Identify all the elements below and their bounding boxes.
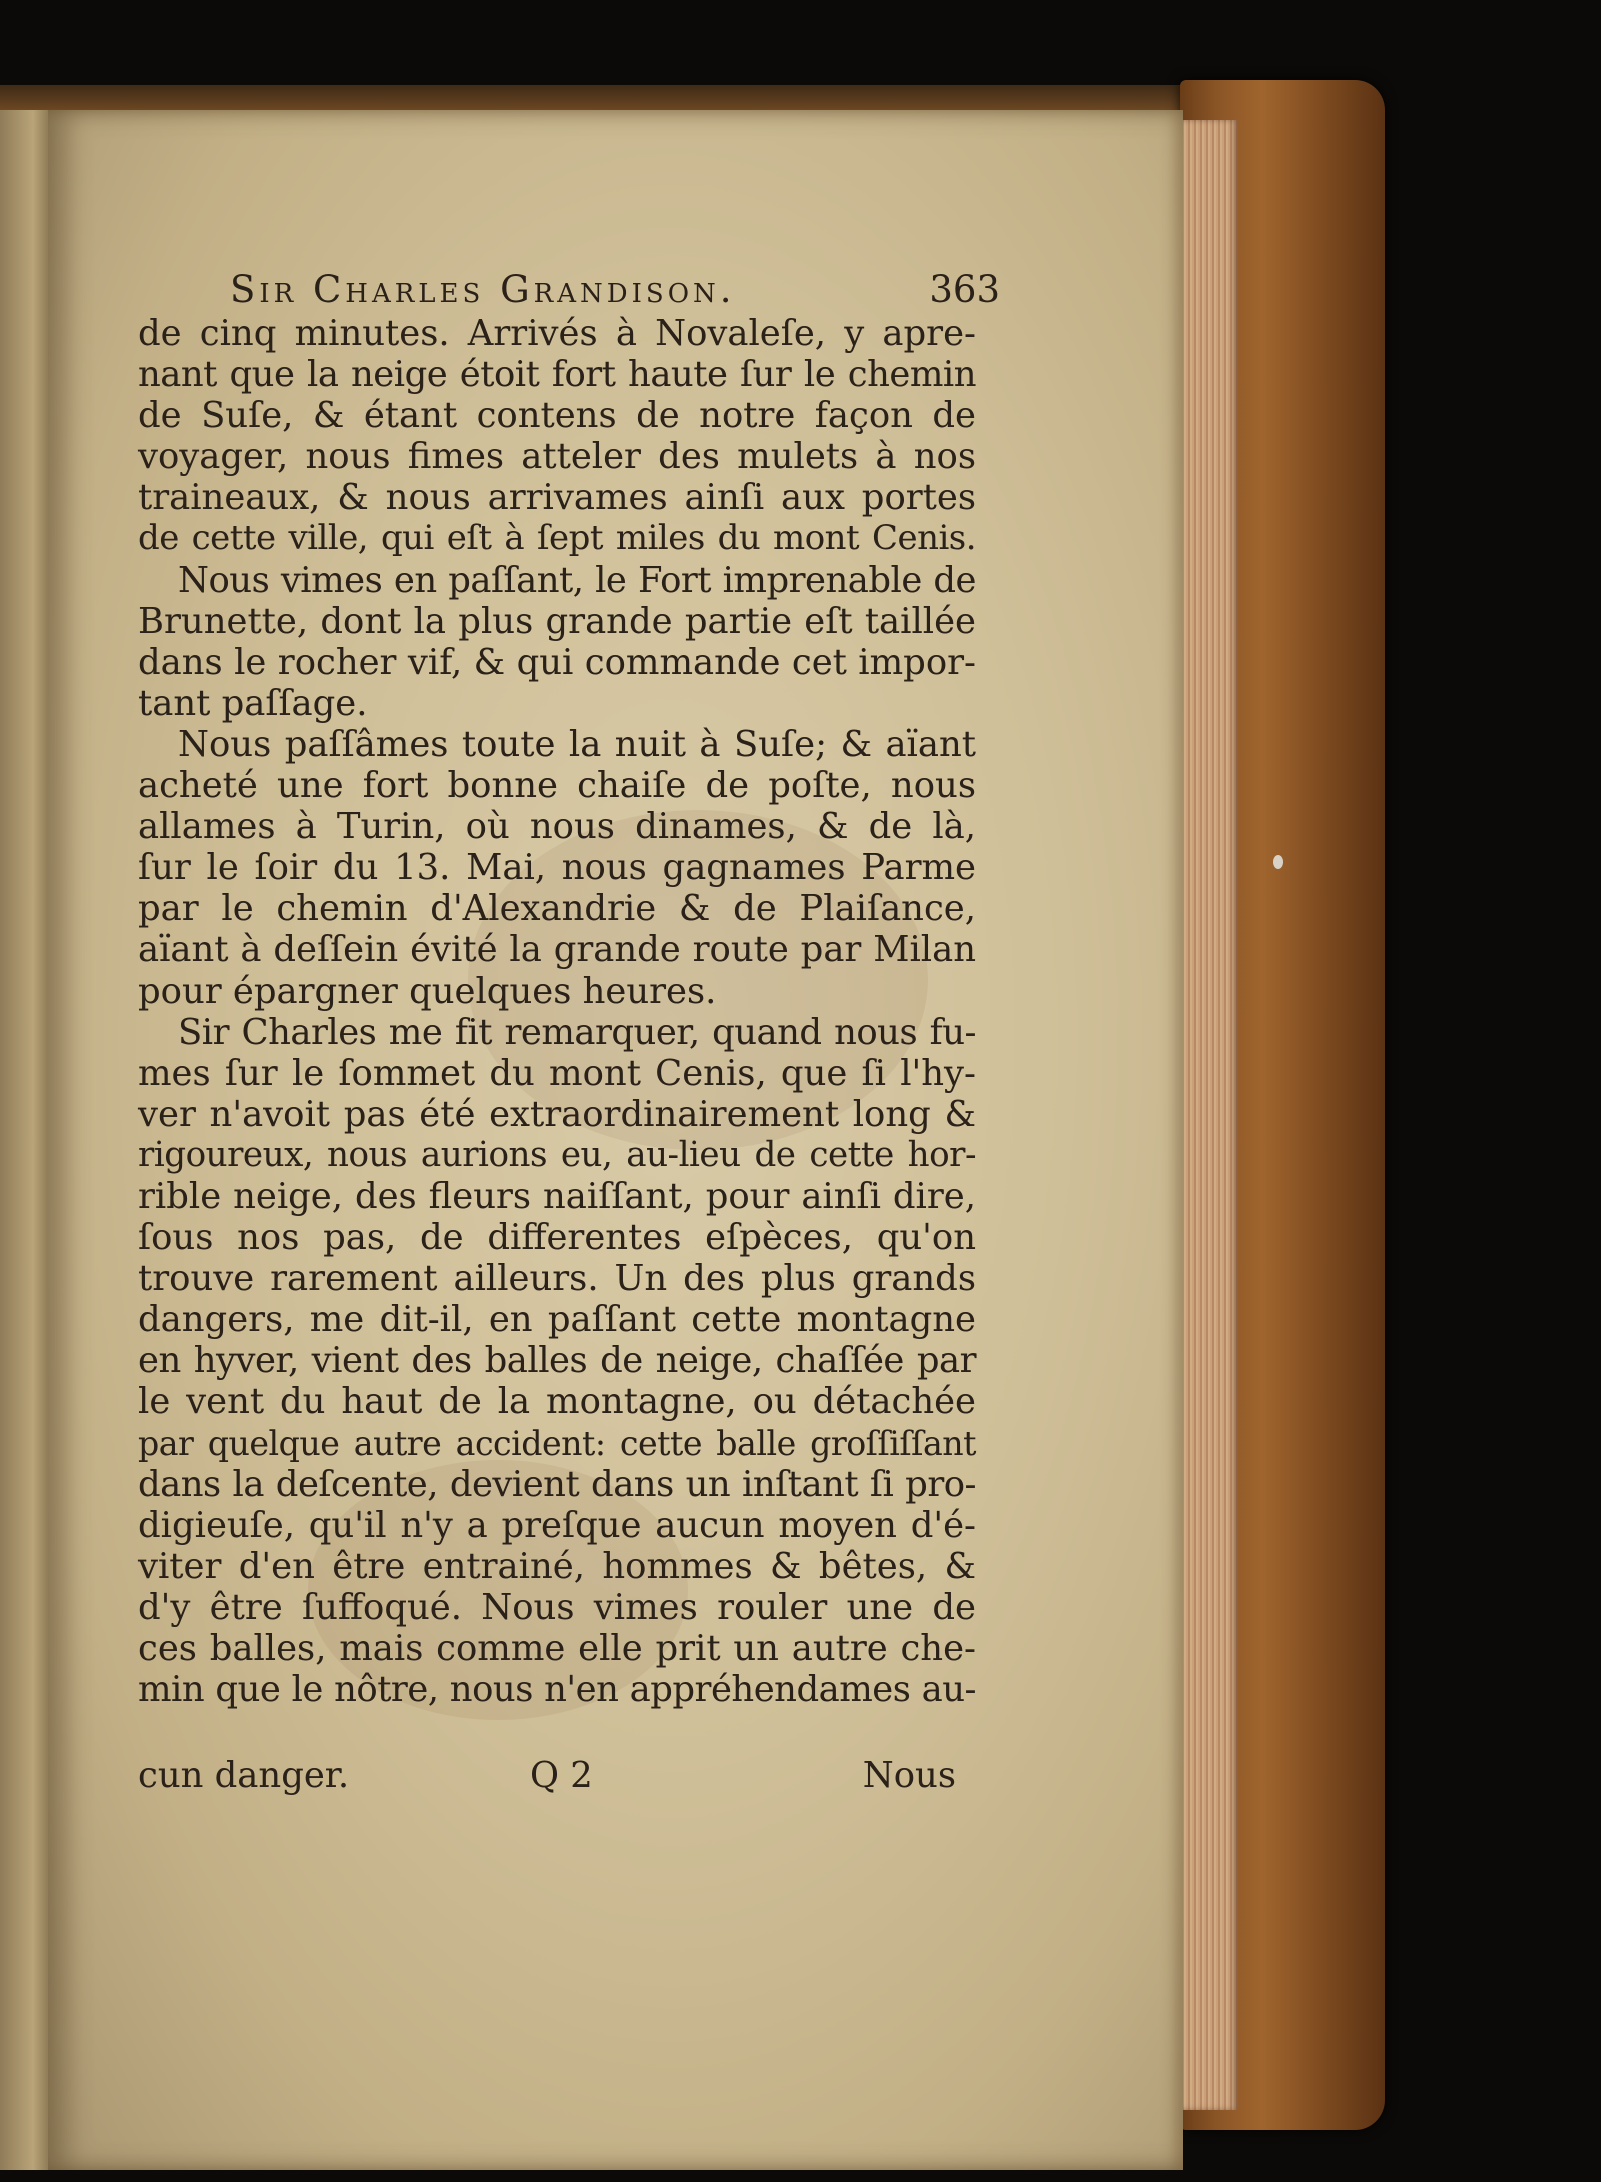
text-line: min que le nôtre, nous n'en appréhendames au-: [138, 1669, 976, 1711]
text-line: digieuſe, qu'il n'y a preſque aucun moyen d'é-: [138, 1504, 976, 1546]
text-line: viter d'en être entrainé, hommes & bêtes, &: [138, 1545, 976, 1587]
text-line: ver n'avoit pas été extraordinairement long &: [138, 1093, 976, 1135]
text-line: mes ſur le ſommet du mont Cenis, que ſi l'hy-: [138, 1052, 976, 1094]
facing-page-sliver: [0, 110, 55, 2170]
text-line: dans la deſcente, devient dans un inſtant ſi pro-: [138, 1463, 976, 1505]
text-line: traineaux, & nous arrivames ainſi aux portes: [138, 477, 976, 519]
text-line: ſur le ſoir du 13. Mai, nous gagnames Parme: [138, 847, 976, 889]
text-line: dangers, me dit-il, en paſſant cette montagne: [138, 1299, 976, 1341]
text-line: aïant à deſſein évité la grande route par Milan: [138, 929, 976, 971]
text-line: acheté une fort bonne chaiſe de poſte, nous: [138, 765, 976, 807]
text-line: voyager, nous fimes atteler des mulets à nos: [138, 436, 976, 478]
text-line: par quelque autre accident: cette balle groſſiſſant: [138, 1423, 976, 1463]
text-line: rible neige, des fleurs naiſſant, pour ainſi dire,: [138, 1175, 976, 1217]
running-head-title: Sir Charles Grandison.: [230, 268, 736, 311]
text-line: ſous nos pas, de differentes eſpèces, qu'on: [138, 1217, 976, 1259]
signature-mark: Q 2: [530, 1755, 593, 1796]
text-line: Brunette, dont la plus grande partie eſt taillée: [138, 600, 976, 642]
speck: [1273, 855, 1283, 869]
text-line: rigoureux, nous aurions eu, au-lieu de cette hor-: [138, 1134, 976, 1175]
running-head: [230, 268, 1000, 318]
text-line: ces balles, mais comme elle prit un autre che-: [138, 1628, 976, 1669]
page-footer: [138, 1755, 956, 1799]
text-line: nant que la neige étoit fort haute ſur le chemin: [138, 354, 976, 396]
text-line: de cette ville, qui eſt à ſept miles du mont Cenis.: [138, 518, 976, 559]
text-line: Sir Charles me fit remarquer, quand nous fu-: [178, 1011, 976, 1053]
page-block-edge: [1180, 120, 1238, 2110]
text-line: tant paſſage.: [138, 682, 368, 724]
text-line: d'y être ſuffoqué. Nous vimes rouler une de: [138, 1586, 976, 1628]
text-line: Nous paſſâmes toute la nuit à Suſe; & aïant: [178, 723, 976, 765]
text-line: pour épargner quelques heures.: [138, 970, 717, 1012]
text-line: allames à Turin, où nous dinames, & de là,: [138, 806, 976, 848]
text-line: par le chemin d'Alexandrie & de Plaiſance,: [138, 888, 976, 930]
text-line: en hyver, vient des balles de neige, chaſſée par: [138, 1340, 976, 1382]
page-number: 363: [929, 268, 1000, 311]
text-line: Nous vimes en paſſant, le Fort imprenable de: [178, 559, 976, 601]
text-lines: [138, 313, 976, 1710]
text-line: le vent du haut de la montagne, ou détachée: [138, 1381, 976, 1423]
last-line-fragment: cun danger.: [138, 1755, 350, 1796]
text-line: de Suſe, & étant contens de notre façon de: [138, 395, 976, 437]
catchword: Nous: [862, 1755, 956, 1796]
text-line: de cinq minutes. Arrivés à Novaleſe, y apre-: [138, 313, 976, 354]
text-line: dans le rocher vif, & qui commande cet impor-: [138, 641, 976, 683]
text-line: trouve rarement ailleurs. Un des plus grands: [138, 1258, 976, 1300]
